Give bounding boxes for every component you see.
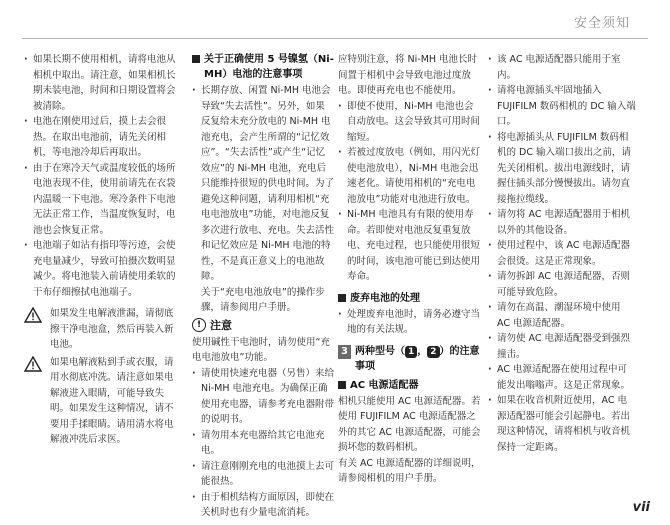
column-3 bbox=[338, 52, 482, 487]
paragraph: 使用碱性干电池时，请勿使用“充电电池放电”功能。 bbox=[192, 336, 330, 363]
section-heading-text: AC 电源适配器 bbox=[350, 379, 419, 391]
column-2 bbox=[192, 52, 334, 521]
paragraph: 相机只能使用 AC 电源适配器。若使用 FUJIFILM AC 电源适配器之外的其它 AC 电源适配器，可能会损坏您的数码相机。 bbox=[338, 395, 481, 453]
warning-block bbox=[24, 306, 182, 353]
list-item: · 该 AC 电源适配器只能用于室内。 bbox=[488, 52, 636, 83]
list-item: · 请注意刚刚充电的电池摸上去可能很热。 bbox=[192, 459, 334, 490]
list-item: · 由于在寒冷天气或温度较低的场所电池表现不佳，使用前请先在衣袋内温暖一下电池。寒冷条件下电池无法正常工作，当温度恢复时，电池也会恢复正常。 bbox=[24, 161, 182, 239]
paragraph: 有关 AC 电源适配器的详细说明，请参阅相机的用户手册。 bbox=[338, 457, 481, 484]
section-heading-text: 废弃电池的处理 bbox=[350, 292, 420, 304]
list-item: · 使用过程中，该 AC 电源适配器会很烫。这是正常现象。 bbox=[488, 238, 636, 269]
model-section-title-text: 两种型号（ 1 ， 2 ）的注意事项 bbox=[355, 345, 480, 372]
list-item: · 请勿拆卸 AC 电源适配器，否则可能导致危险。 bbox=[488, 269, 636, 300]
list-item: · 请勿在高温、潮湿环境中使用 AC 电源适配器。 bbox=[488, 300, 636, 331]
list-item: · 如果长期不使用相机，请将电池从相机中取出。请注意，如果相机长期未装电池，时间和日期设置将会被清除。 bbox=[24, 52, 182, 114]
square-bullet-icon bbox=[338, 381, 346, 389]
warning-block bbox=[24, 355, 182, 448]
list-item: · 即使不使用，Ni-MH 电池也会自动放电。这会导致其可用时间缩短。 bbox=[338, 99, 482, 146]
paragraph: 关于“充电电池放电”的操作步骤，请参阅用户手册。 bbox=[201, 286, 325, 313]
list-item: · 请勿将 AC 电源适配器用于相机以外的其他设备。 bbox=[488, 207, 636, 238]
list-item: · 请将电源插头牢固地插入 FUJIFILM 数码相机的 DC 输入端口。 bbox=[488, 83, 636, 130]
warning-text: 如果电解液粘到手或衣服，请用水彻底冲洗。请注意如果电解液进入眼睛，可能导致失明。如果发生这种情况，请不要用手揉眼睛。请用清水将电解液冲洗后求医。 bbox=[50, 356, 174, 445]
list-item: · 电池在刚使用过后，摸上去会很热。在取出电池前，请先关闭相机，等电池冷却后再取出。 bbox=[24, 114, 182, 161]
model-section-title bbox=[338, 344, 482, 374]
list-item: · 由于相机结构方面原因，即使在关机时也有少量电流消耗。 bbox=[192, 490, 334, 521]
note-heading bbox=[192, 318, 334, 333]
section-number-badge: 3 bbox=[338, 345, 351, 359]
list-item: · 请使用快速充电器（另售）来给 Ni-MH 电池充电。为确保正确使用充电器，请参考充电器附带的说明书。 bbox=[192, 366, 334, 428]
model-chip-1: 1 bbox=[405, 346, 417, 358]
column-1 bbox=[24, 52, 182, 448]
page-header-title: 安全须知 bbox=[573, 16, 630, 31]
section-heading bbox=[338, 378, 482, 393]
warning-triangle-icon bbox=[24, 307, 44, 329]
list-item: · 若被过度放电（例如，用闪光灯使电池放电），Ni-MH 电池会迅速老化。请使用相机的“充电电池放电”功能对电池进行放电。 bbox=[338, 145, 482, 207]
model-chip-2: 2 bbox=[427, 346, 439, 358]
list-item: · AC 电源适配器在使用过程中可能发出嗡嗡声。这是正常现象。 bbox=[488, 362, 636, 393]
section-heading-text: 关于正确使用 5 号镍氢（Ni-MH）电池的注意事项 bbox=[204, 54, 334, 80]
list-item: · 将电源插头从 FUJIFILM 数码相机的 DC 输入端口拔出之前，请先关闭相机。拔出电源线时，请握住插头部分慢慢拔出。请勿直接拖拉缆线。 bbox=[488, 130, 636, 208]
warning-text: 如果发生电解液泄漏，请彻底擦干净电池盒，然后再装入新电池。 bbox=[50, 308, 174, 350]
page-number: vii bbox=[632, 500, 650, 515]
list-item: · 处理废弃电池时，请务必遵守当地的有关法规。 bbox=[338, 307, 482, 338]
list-item: · 如果在收音机附近使用，AC 电源适配器可能会引起静电。若出现这种情况，请将相机与收音机保持一定距离。 bbox=[488, 393, 636, 455]
paragraph: 应特别注意，将 Ni-MH 电池长时间置于相机中会导致电池过度放电。即使再充电也不能使用。 bbox=[338, 54, 478, 96]
list-item: · 长期存放、闲置 Ni-MH 电池会导致“失去活性”。另外，如果反复给未充分放电的 Ni-MH 电池充电，会产生所谓的“记忆效应”。“失去活性”或产生“记忆效应”的 Ni-MH 电池，充电后只能维持很短的供电时间。为了避免这种问题，请利用相机“充电电池放电”功能，对电池反复多次进行放电、充电。失去活性和记忆效应是 Ni-MH 电池的特性，不是真正意义上的电池故障。 bbox=[192, 83, 334, 285]
section-heading bbox=[192, 52, 334, 82]
list-item: · 请勿使 AC 电源适配器受到强烈撞击。 bbox=[488, 331, 636, 362]
list-item: · 请勿用本充电器给其它电池充电。 bbox=[192, 428, 334, 459]
square-bullet-icon bbox=[338, 294, 346, 302]
warning-triangle-icon bbox=[24, 356, 44, 378]
list-item: · Ni-MH 电池具有有限的使用寿命。若即使对电池反复重复放电、充电过程，也只能使用很短的时间，该电池可能已到达使用寿命。 bbox=[338, 207, 482, 285]
list-item: · 电池端子如沾有指印等污迹，会使充电量减少，导致可拍摄次数明显减少。将电池装入前请使用柔软的干布仔细擦拭电池端子。 bbox=[24, 238, 182, 300]
section-heading bbox=[338, 291, 482, 306]
note-title: 注意 bbox=[210, 318, 232, 332]
square-bullet-icon bbox=[192, 55, 200, 63]
header-divider bbox=[22, 38, 648, 39]
column-4 bbox=[488, 52, 636, 455]
exclamation-circle-icon: ! bbox=[192, 318, 206, 332]
